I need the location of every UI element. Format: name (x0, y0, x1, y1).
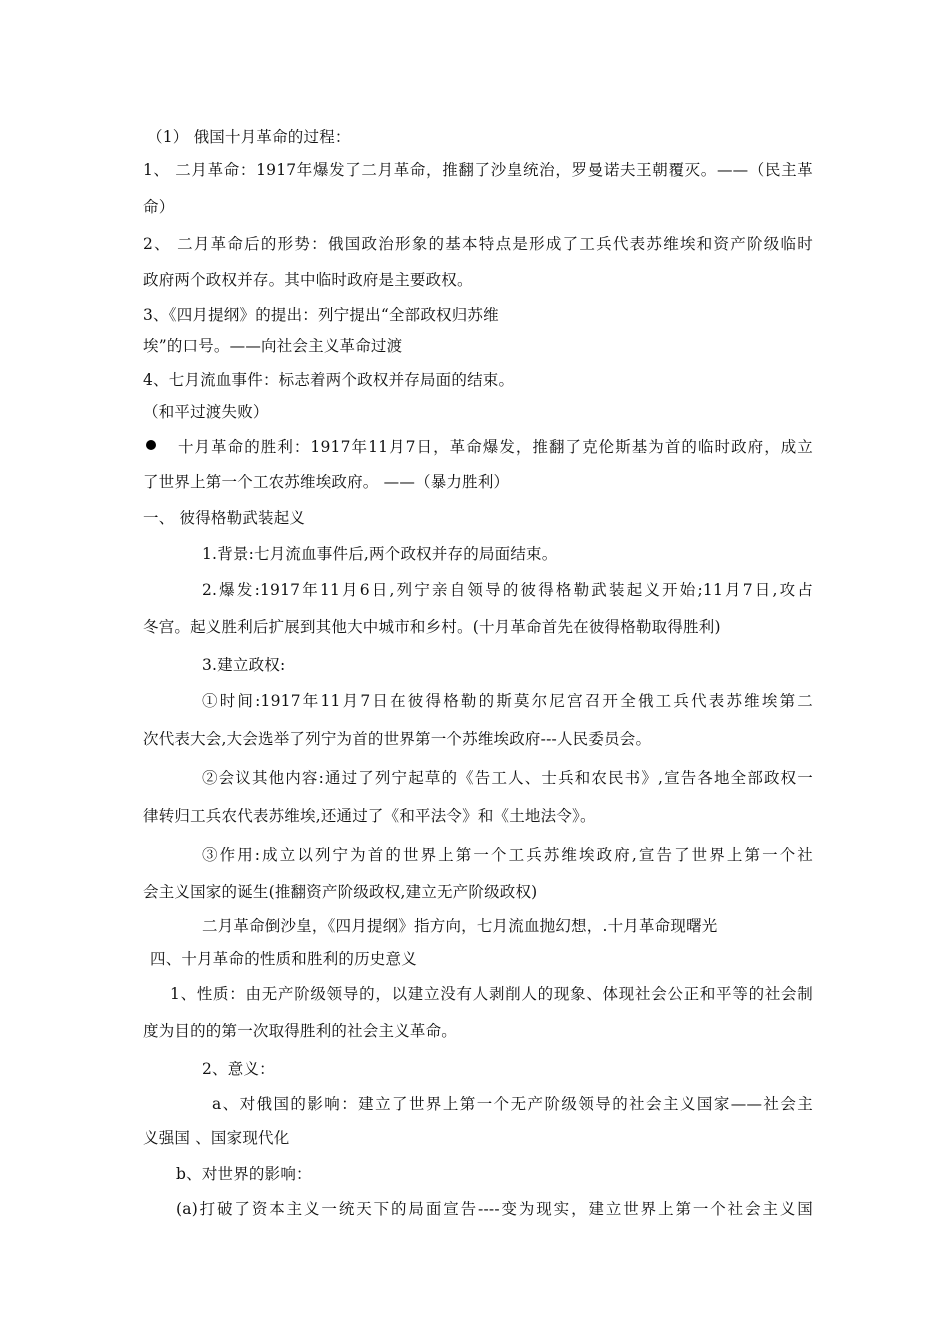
paragraph-line: ②会议其他内容:通过了列宁起草的《告工人、士兵和农民书》,宣告各地全部政权一 (202, 769, 813, 787)
paragraph-line: （和平过渡失败） (143, 403, 269, 421)
paragraph-line: b、对世界的影响： (176, 1165, 312, 1183)
paragraph-line: 2.爆发:1917年11月6日,列宁亲自领导的彼得格勒武装起义开始;11月7日,攻占 (202, 581, 813, 599)
bullet-item (146, 437, 813, 457)
paragraph-line: 2、 二月革命后的形势：俄国政治形象的基本特点是形成了工兵代表苏维埃和资产阶级临时 (143, 235, 813, 253)
bullet-text: 十月革命的胜利：1917年11月7日，革命爆发，推翻了克伦斯基为首的临时政府，成立 (178, 438, 813, 456)
paragraph-line: 冬宫。起义胜利后扩展到其他大中城市和乡村。(十月革命首先在彼得格勒取得胜利) (143, 618, 721, 636)
paragraph-line: 1.背景:七月流血事件后,两个政权并存的局面结束。 (202, 545, 558, 563)
mnemonic-line: 二月革命倒沙皇，《四月提纲》指方向，七月流血抛幻想，.十月革命现曙光 (202, 917, 718, 935)
paragraph-line: 义强国 、国家现代化 (143, 1129, 290, 1147)
section-heading: 四、十月革命的性质和胜利的历史意义 (150, 950, 417, 968)
paragraph-line: ①时间:1917年11月7日在彼得格勒的斯莫尔尼宫召开全俄工兵代表苏维埃第二 (202, 692, 813, 710)
paragraph-line: 政府两个政权并存。其中临时政府是主要政权。 (143, 271, 473, 289)
paragraph-line: ③作用:成立以列宁为首的世界上第一个工兵苏维埃政府,宣告了世界上第一个社 (202, 846, 813, 864)
bullet-icon (146, 440, 156, 450)
paragraph-line: 度为目的的第一次取得胜利的社会主义革命。 (143, 1022, 458, 1040)
paragraph-line: 了世界上第一个工农苏维埃政府。 ——（暴力胜利） (143, 473, 510, 491)
paragraph-line: a、对俄国的影响：建立了世界上第一个无产阶级领导的社会主义国家——社会主 (212, 1095, 813, 1113)
paragraph-line: 次代表大会,大会选举了列宁为首的世界第一个苏维埃政府---人民委员会。 (143, 730, 652, 748)
paragraph-line: 埃”的口号。——向社会主义革命过渡 (143, 337, 403, 355)
paragraph-line: 4、七月流血事件：标志着两个政权并存局面的结束。 (143, 371, 515, 389)
paragraph-line: 2、意义： (202, 1060, 275, 1078)
paragraph-line: 1、性质：由无产阶级领导的，以建立没有人剥削人的现象、体现社会公正和平等的社会制 (170, 985, 813, 1003)
paragraph-line: 律转归工兵农代表苏维埃,还通过了《和平法令》和《土地法令》。 (143, 807, 596, 825)
section-heading-process: （1） 俄国十月革命的过程： (147, 128, 351, 146)
paragraph-line: (a)打破了资本主义一统天下的局面宣告----变为现实，建立世界上第一个社会主义国 (176, 1200, 813, 1218)
paragraph-line: 3.建立政权: (202, 656, 286, 674)
paragraph-line: 命） (143, 198, 175, 216)
section-heading: 一、 彼得格勒武装起义 (143, 509, 306, 527)
paragraph-line: 1、 二月革命：1917年爆发了二月革命，推翻了沙皇统治，罗曼诺夫王朝覆灭。——（民主革 (143, 161, 813, 179)
paragraph-line: 会主义国家的诞生(推翻资产阶级政权,建立无产阶级政权) (143, 883, 538, 901)
paragraph-line: 3、《四月提纲》的提出：列宁提出“全部政权归苏维 (143, 306, 499, 324)
